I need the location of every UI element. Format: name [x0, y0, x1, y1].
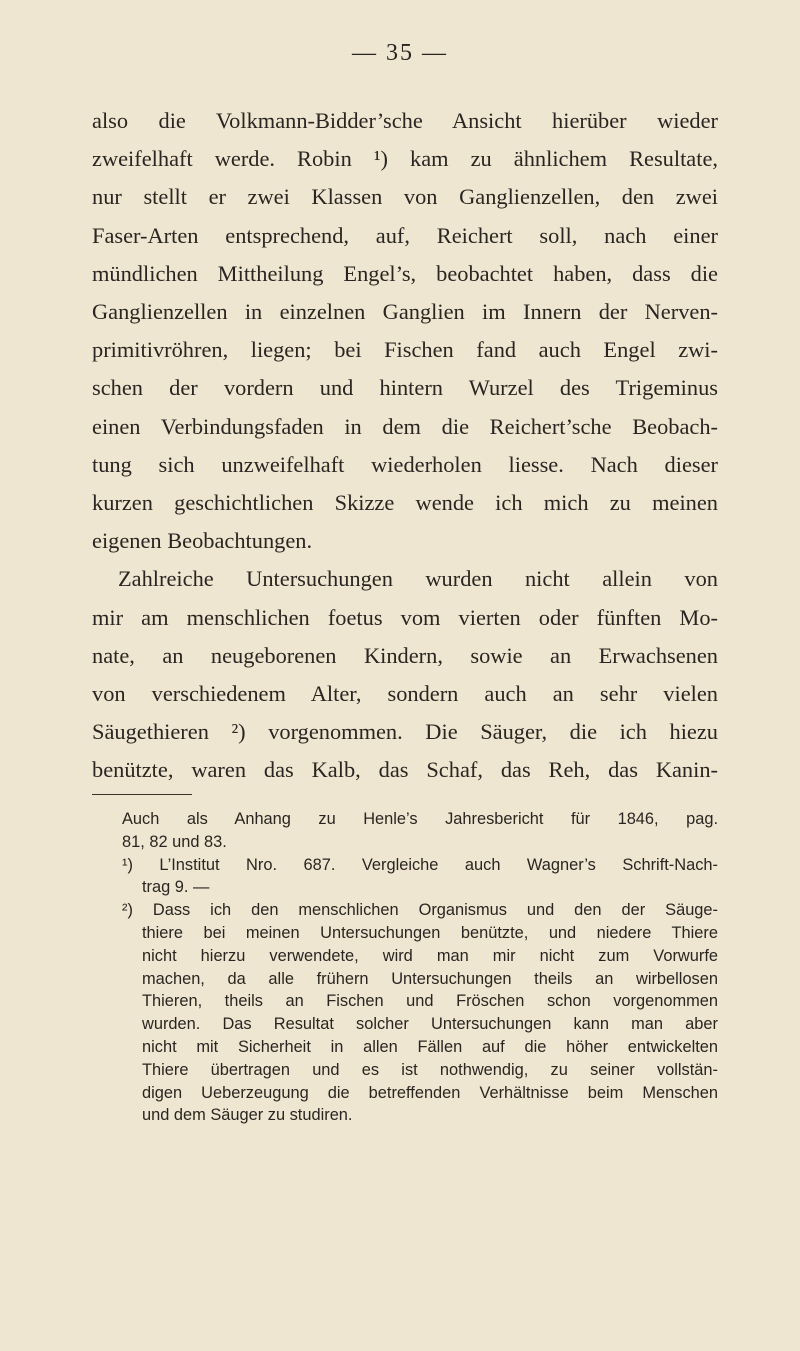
footnote-line: ²) Dass ich den menschlichen Organismus und den der Säuge- [122, 901, 718, 920]
footnote-line: 81, 82 und 83. [122, 832, 227, 851]
text-line: benützte, waren das Kalb, das Schaf, das Reh, das Kanin- [92, 757, 718, 783]
text-line: Zahlreiche Untersuchungen wurden nicht allein von [118, 566, 718, 592]
text-line: zweifelhaft werde. Robin ¹) kam zu ähnlichem Resultate, [92, 146, 718, 172]
text-line: Ganglienzellen in einzelnen Ganglien im Innern der Nerven- [92, 299, 718, 325]
footnote-line: und dem Säuger zu studiren. [142, 1106, 353, 1125]
footnote-line: trag 9. — [142, 878, 210, 897]
footnote-line: nicht mit Sicherheit in allen Fällen auf die höher entwickelten [142, 1037, 718, 1056]
footnote-line: Thiere übertragen und es ist nothwendig, zu seiner vollstän- [142, 1060, 718, 1079]
text-line: einen Verbindungsfaden in dem die Reichert’sche Beobach- [92, 413, 718, 439]
footnote-line: nicht hierzu verwendete, wird man mir nicht zum Vorwurfe [142, 946, 718, 965]
text-line: nur stellt er zwei Klassen von Ganglienzellen, den zwei [92, 184, 718, 210]
footnote-line: machen, da alle frühern Untersuchungen theils an wirbellosen [142, 969, 718, 988]
text-line: also die Volkmann-Bidder’sche Ansicht hierüber wieder [92, 108, 718, 133]
footnotes [122, 808, 718, 1127]
text-line: Faser-Arten entsprechend, auf, Reichert soll, nach einer [92, 222, 718, 248]
footnote-line: Thieren, theils an Fischen und Fröschen schon vorgenommen [142, 992, 718, 1011]
footnote-line: thiere bei meinen Untersuchungen benützte, und niedere Thiere [142, 923, 718, 942]
footnote-line: ¹) L’Institut Nro. 687. Vergleiche auch Wagner’s Schrift-Nach- [122, 855, 718, 874]
text-line: von verschiedenem Alter, sondern auch an sehr vielen [92, 681, 718, 707]
text-line: Säugethieren ²) vorgenommen. Die Säuger, die ich hiezu [92, 719, 718, 745]
page-number: — 35 — [352, 40, 448, 66]
text-line: eigenen Beobachtungen. [92, 528, 313, 554]
text-line: mir am menschlichen foetus vom vierten oder fünften Mo- [92, 604, 718, 630]
text-line: mündlichen Mittheilung Engel’s, beobachtet haben, dass die [92, 260, 718, 286]
text-line: kurzen geschichtlichen Skizze wende ich mich zu meinen [92, 490, 718, 516]
footnote-line: wurden. Das Resultat solcher Untersuchungen kann man aber [142, 1015, 718, 1034]
main-text [92, 102, 718, 790]
footnote-rule [92, 794, 192, 795]
text-line: primitivröhren, liegen; bei Fischen fand auch Engel zwi- [92, 337, 718, 363]
text-line: nate, an neugeborenen Kindern, sowie an Erwachsenen [92, 642, 718, 668]
text-line: tung sich unzweifelhaft wiederholen liesse. Nach dieser [92, 451, 718, 477]
footnote-line: Auch als Anhang zu Henle’s Jahresbericht für 1846, pag. [122, 810, 718, 828]
text-line: schen der vordern und hintern Wurzel des Trigeminus [92, 375, 718, 401]
footnote-line: digen Ueberzeugung die betreffenden Verhältnisse beim Menschen [142, 1083, 718, 1102]
